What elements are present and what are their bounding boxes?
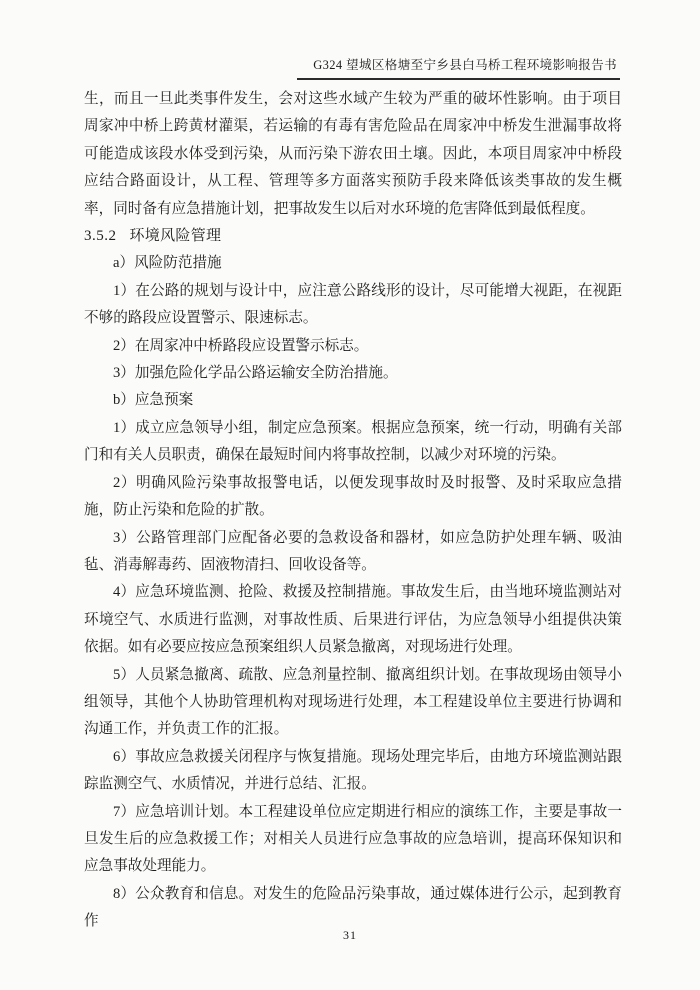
page-footer <box>0 928 700 943</box>
list-item-b5: 5）人员紧急撤离、疏散、应急剂量控制、撤离组织计划。在事故现场由领导小组领导，其他个人协助管理机构对现场进行处理，本工程建设单位主要进行协调和沟通工作，并负责工作的汇报。 <box>84 666 622 738</box>
list-item-b3: 3）公路管理部门应配备必要的急救设备和器材，如应急防护处理车辆、吸油毡、消毒解毒药、固液物清扫、回收设备等。 <box>84 529 622 573</box>
list-item-b7: 7）应急培训计划。本工程建设单位应定期进行相应的演练工作，主要是事故一旦发生后的应急救援工作；对相关人员进行应急事故的应急培训，提高环保知识和应急事故处理能力。 <box>84 803 622 875</box>
list-item-b1: 1）成立应急领导小组，制定应急预案。根据应急预案，统一行动，明确有关部门和有关人员职责，确保在最短时间内将事故控制，以减少对环境的污染。 <box>84 419 622 464</box>
list-item-a: a）风险防范措施 <box>113 255 222 272</box>
running-header-title: G324 望城区格塘至宁乡县白马桥工程环境影响报告书 <box>313 58 617 72</box>
header-underline <box>297 55 620 80</box>
list-item-b2: 2）明确风险污染事故报警电话，以便发现事故时及时报警、及时采取应急措施，防止污染和危险的扩散。 <box>84 474 622 519</box>
list-item-b: b）应急预案 <box>113 392 194 409</box>
document-body <box>84 86 622 936</box>
page-number: 31 <box>343 928 357 942</box>
list-item-a2: 2）在周家冲中桥路段应设置警示标志。 <box>113 337 369 354</box>
section-number: 3.5.2 <box>84 228 117 245</box>
section-title: 环境风险管理 <box>129 228 222 245</box>
list-item-a3: 3）加强危险化学品公路运输安全防治措施。 <box>113 365 398 382</box>
list-item-a1: 1）在公路的规划与设计中，应注意公路线形的设计，尽可能增大视距，在视距不够的路段应设置警示、限速标志。 <box>84 282 622 327</box>
page-header <box>0 55 620 80</box>
section-heading <box>84 223 622 250</box>
list-item-b4: 4）应急环境监测、抢险、救援及控制措施。事故发生后，由当地环境监测站对环境空气、水质进行监测，对事故性质、后果进行评估，为应急领导小组提供决策依据。如有必要应按应急预案组织人员紧急撤离，对现场进行处理。 <box>84 584 622 656</box>
list-item-b6: 6）事故应急救援关闭程序与恢复措施。现场处理完毕后，由地方环境监测站跟踪监测空气、水质情况，并进行总结、汇报。 <box>84 748 622 793</box>
list-item-b8: 8）公众教育和信息。对发生的危险品污染事故，通过媒体进行公示，起到教育作 <box>84 885 622 930</box>
paragraph-intro: 生，而且一旦此类事件发生，会对这些水域产生较为严重的破坏性影响。由于项目周家冲中桥上跨黄材灌渠，若运输的有毒有害危险品在周家冲中桥发生泄漏事故将可能造成该段水体受到污染，从而污染下游农田土壤。因此，本项目周家冲中桥段应结合路面设计，从工程、管理等多方面落实预防手段来降低该类事故的发生概率，同时备有应急措施计划，把事故发生以后对水环境的危害降低到最低程度。 <box>84 91 622 217</box>
